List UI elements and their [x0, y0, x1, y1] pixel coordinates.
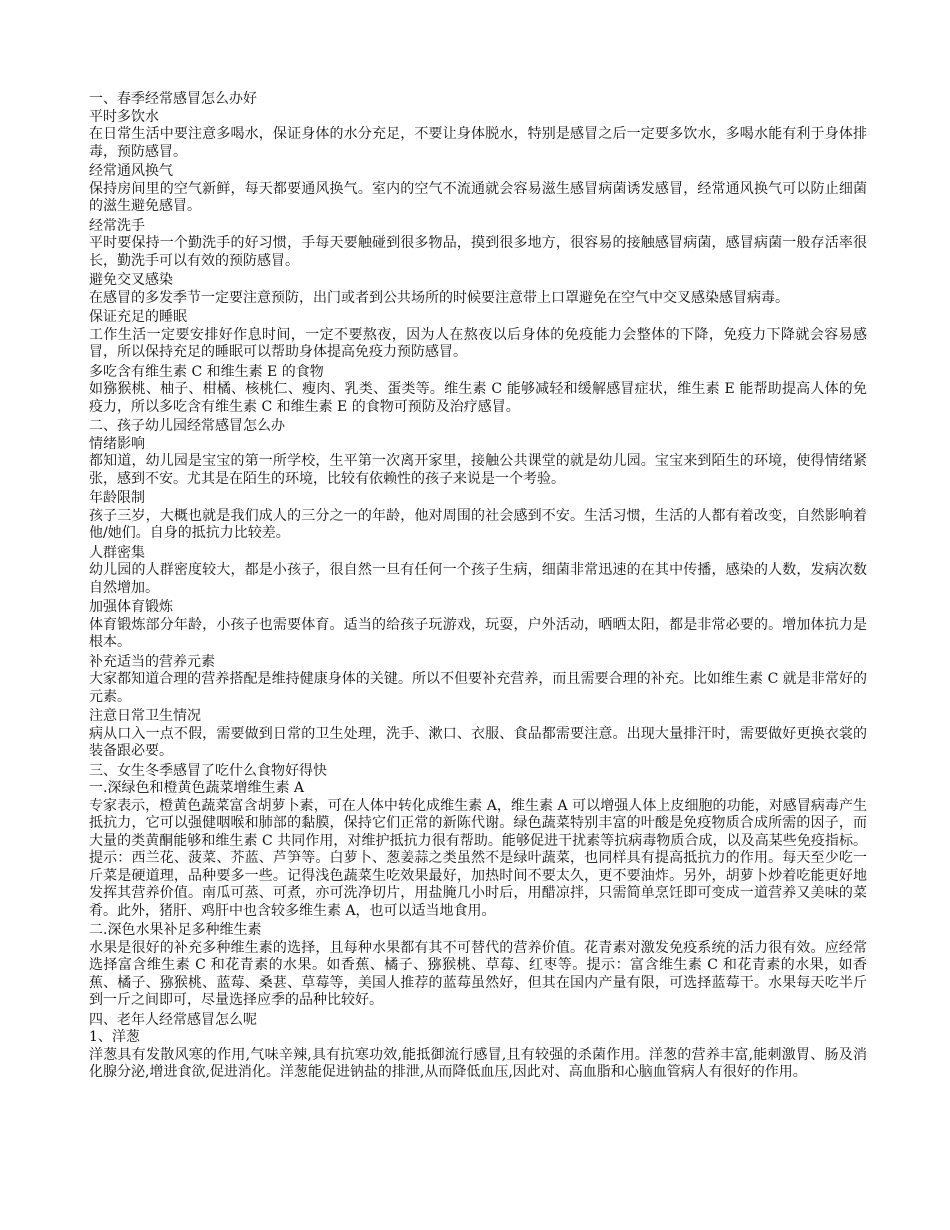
paragraph: 如猕猴桃、柚子、柑橘、核桃仁、瘦肉、乳类、蛋类等。维生素 C 能够减轻和缓解感冒症状，维生素 E 能帮助提高人体的免疫力，所以多吃含有维生素 C 和维生素 E 的食物可预防及治疗感冒。 [89, 381, 867, 415]
subheading: 经常通风换气 [89, 163, 173, 179]
paragraph: 在日常生活中要注意多喝水，保证身体的水分充足，不要让身体脱水，特别是感冒之后一定要多饮水，多喝水能有利于身体排毒，预防感冒。 [89, 126, 867, 160]
subheading: 保证充足的睡眠 [89, 309, 187, 325]
paragraph: 病从口入一点不假，需要做到日常的卫生处理，洗手、漱口、衣服、食品都需要注意。出现大量排汗时，需要做好更换衣裳的装备跟必要。 [89, 725, 867, 759]
section-heading: 一、春季经常感冒怎么办好 [89, 91, 257, 107]
subheading: 避免交叉感染 [89, 272, 173, 288]
section-heading: 二、孩子幼儿园经常感冒怎么办 [89, 418, 285, 434]
subheading: 二.深色水果补足多种维生素 [89, 922, 262, 938]
document-body [89, 91, 867, 1084]
subheading: 1、洋葱 [89, 1029, 140, 1045]
paragraph: 水果是很好的补充多种维生素的选择，且每种水果都有其不可替代的营养价值。花青素对激发免疫系统的活力很有效。应经常选择富含维生素 C 和花青素的水果。如香蕉、橘子、猕猴桃、草莓、红枣等。提示：富含维生素 C 和花青素的水果，如香蕉、橘子、猕猴桃、蓝莓、桑葚、草莓等，美国人推荐的蓝莓虽然好，但其在国内产量有限，可选择蓝莓干。水果每天吃半斤到一斤之间即可，尽量选择应季的品种比较好。 [89, 939, 867, 1008]
paragraph: 工作生活一定要安排好作息时间，一定不要熬夜，因为人在熬夜以后身体的免疫能力会整体的下降，免疫力下降就会容易感冒，所以保持充足的睡眠可以帮助身体提高免疫力预防感冒。 [89, 326, 867, 360]
subheading: 一.深绿色和橙黄色蔬菜增维生素 A [89, 780, 305, 796]
subheading: 平时多饮水 [89, 108, 159, 125]
paragraph: 孩子三岁，大概也就是我们成人的三分之一的年龄，他对周围的社会感到不安。生活习惯，生活的人都有着改变，自然影响着他/她们。自身的抵抗力比较差。 [89, 507, 867, 541]
subheading: 加强体育锻炼 [89, 599, 173, 615]
subheading: 年龄限制 [89, 490, 145, 506]
subheading: 经常洗手 [89, 217, 145, 234]
paragraph: 幼儿园的人群密度较大，都是小孩子，很自然一旦有任何一个孩子生病，细菌非常迅速的在其中传播，感染的人数，发病次数自然增加。 [89, 562, 867, 596]
paragraph: 都知道，幼儿园是宝宝的第一所学校，生平第一次离开家里，接触公共课堂的就是幼儿园。宝宝来到陌生的环境，使得情绪紧张，感到不安。尤其是在陌生的环境，比较有依赖性的孩子来说是一个考验。 [89, 453, 867, 487]
section-heading: 三、女生冬季感冒了吃什么食物好得快 [89, 762, 327, 779]
subheading: 多吃含有维生素 C 和维生素 E 的食物 [89, 363, 324, 380]
section-heading: 四、老年人经常感冒怎么呢 [89, 1011, 257, 1028]
subheading: 注意日常卫生情况 [89, 708, 201, 724]
subheading: 人群密集 [89, 544, 145, 561]
paragraph: 体育锻炼部分年龄，小孩子也需要体育。适当的给孩子玩游戏，玩耍，户外活动，晒晒太阳，都是非常必要的。增加体抗力是根本。 [89, 616, 867, 650]
paragraph: 保持房间里的空气新鲜，每天都要通风换气。室内的空气不流通就会容易滋生感冒病菌诱发感冒，经常通风换气可以防止细菌的滋生避免感冒。 [89, 180, 867, 214]
paragraph: 专家表示，橙黄色蔬菜富含胡萝卜素，可在人体中转化成维生素 A，维生素 A 可以增强人体上皮细胞的功能，对感冒病毒产生抵抗力，它可以强健咽喉和肺部的黏膜，保持它们正常的新陈代谢。绿色蔬菜特别丰富的叶酸是免疫物质合成所需的因子，而大量的类黄酮能够和维生素 C 共同作用，对维护抵抗力很有帮助。能够促进干扰素等抗病毒物质合成，以及高某些免疫指标。提示：西兰花、菠菜、芥蓝、芦笋等。白萝卜、葱姜蒜之类虽然不是绿叶蔬菜，也同样具有提高抵抗力的作用。每天至少吃一斤菜是硬道理，品种要多一些。记得浅色蔬菜生吃效果最好，加热时间不要太久，更不要油炸。另外，胡萝卜炒着吃能更好地发挥其营养价值。南瓜可蒸、可煮，亦可洗净切片，用盐腌几小时后，用醋凉拌，只需简单烹饪即可变成一道营养又美味的菜肴。此外，猪肝、鸡肝中也含较多维生素 A，也可以适当地食用。 [89, 797, 867, 919]
paragraph: 大家都知道合理的营养搭配是维持健康身体的关键。所以不但要补充营养，而且需要合理的补充。比如维生素 C 就是非常好的元素。 [89, 671, 867, 705]
paragraph: 在感冒的多发季节一定要注意预防，出门或者到公共场所的时候要注意带上口罩避免在空气中交叉感染感冒病毒。 [89, 289, 789, 306]
paragraph: 平时要保持一个勤洗手的好习惯，手每天要触碰到很多物品，摸到很多地方，很容易的接触感冒病菌，感冒病菌一般存活率很长，勤洗手可以有效的预防感冒。 [89, 235, 867, 269]
subheading: 补充适当的营养元素 [89, 653, 215, 670]
subheading: 情绪影响 [89, 435, 145, 452]
paragraph: 洋葱具有发散风寒的作用,气味辛辣,具有抗寒功效,能抵御流行感冒,且有较强的杀菌作用。洋葱的营养丰富,能刺激胃、肠及消化腺分泌,增进食欲,促进消化。洋葱能促进钠盐的排泄,从而降低血压,因此对、高血脂和心脑血管病人有很好的作用。 [89, 1046, 867, 1080]
